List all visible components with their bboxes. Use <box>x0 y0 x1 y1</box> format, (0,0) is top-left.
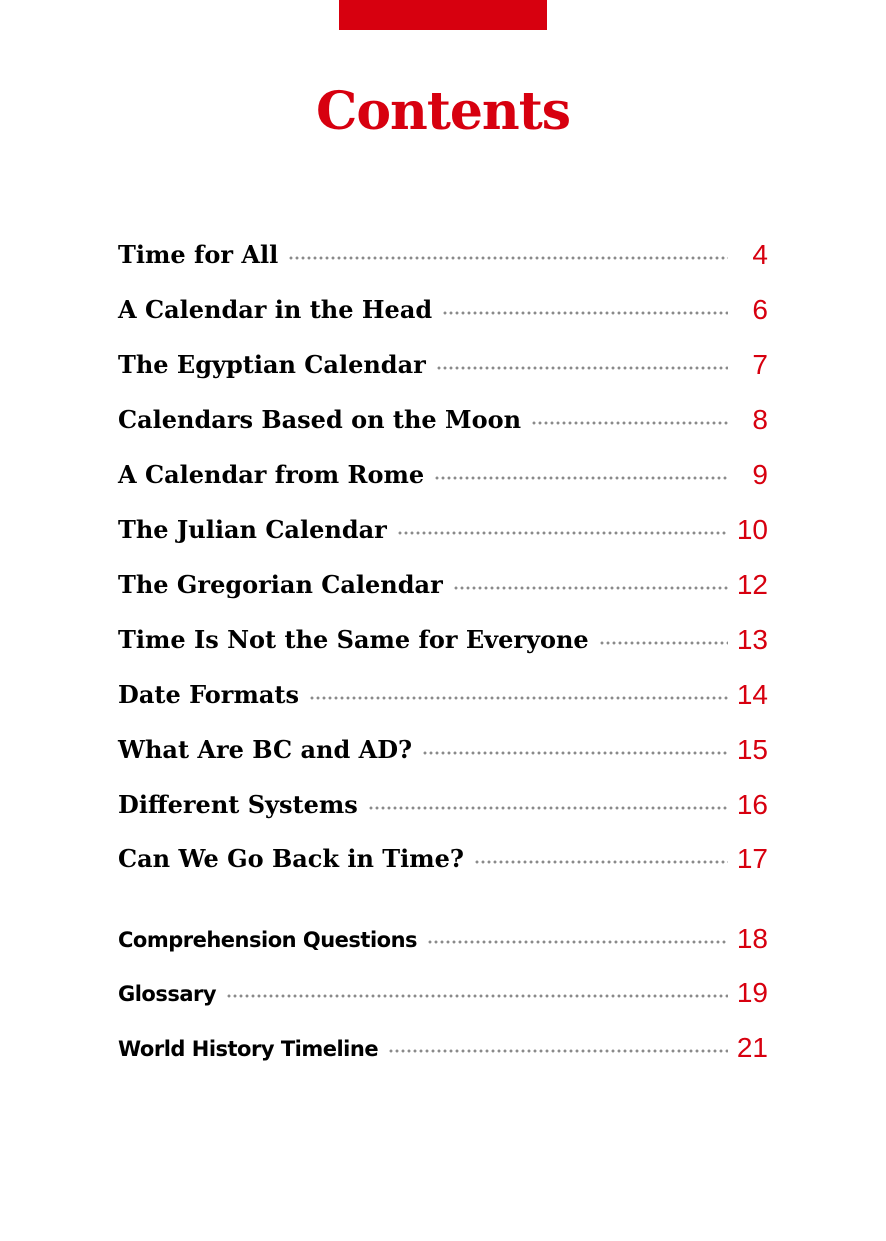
toc-page-number: 19 <box>736 977 768 1008</box>
dot-leader <box>226 994 728 998</box>
toc-entry-title: Calendars Based on the Moon <box>118 405 522 434</box>
toc-entry-calendar-from-rome[interactable] <box>118 450 768 490</box>
table-of-contents <box>118 0 768 1241</box>
dot-leader <box>388 1049 728 1053</box>
toc-entry-title: A Calendar in the Head <box>118 295 433 324</box>
toc-page-number: 17 <box>736 843 768 874</box>
dot-leader <box>422 751 728 755</box>
toc-entry-egyptian-calendar[interactable] <box>118 340 768 380</box>
toc-page-number: 18 <box>736 923 768 954</box>
dot-leader <box>599 641 728 645</box>
toc-entry-title: The Julian Calendar <box>118 515 387 544</box>
toc-entry-date-formats[interactable] <box>118 670 768 710</box>
dot-leader <box>427 940 728 944</box>
toc-page-number: 4 <box>752 239 768 270</box>
dot-leader <box>453 586 728 590</box>
toc-page-number: 16 <box>736 789 768 820</box>
toc-page-number: 9 <box>752 459 768 490</box>
dot-leader <box>368 806 728 810</box>
toc-entry-julian-calendar[interactable] <box>118 505 768 545</box>
toc-page-number: 13 <box>736 624 768 655</box>
toc-entry-title: Date Formats <box>118 680 299 709</box>
toc-entry-world-history-timeline[interactable] <box>118 1023 768 1063</box>
toc-entry-title: A Calendar from Rome <box>118 460 425 489</box>
toc-entry-different-systems[interactable] <box>118 780 768 820</box>
dot-leader <box>436 366 728 370</box>
toc-entry-title: Time for All <box>118 240 279 269</box>
dot-leader <box>442 311 728 315</box>
dot-leader <box>474 860 728 864</box>
toc-entry-time-for-all[interactable] <box>118 230 768 270</box>
toc-page-number: 8 <box>752 404 768 435</box>
toc-page-number: 6 <box>752 294 768 325</box>
toc-page-number: 15 <box>736 734 768 765</box>
toc-entry-title: Glossary <box>118 982 217 1006</box>
page-title: Contents <box>315 81 571 142</box>
toc-page-number: 7 <box>752 349 768 380</box>
toc-entry-title: Can We Go Back in Time? <box>118 844 464 873</box>
toc-page-number: 10 <box>736 514 768 545</box>
toc-entry-gregorian-calendar[interactable] <box>118 560 768 600</box>
toc-page-number: 14 <box>736 679 768 710</box>
dot-leader <box>288 256 728 260</box>
dot-leader <box>397 531 728 535</box>
toc-entry-title: What Are BC and AD? <box>118 735 413 764</box>
toc-entry-back-in-time[interactable] <box>118 834 768 874</box>
toc-entry-bc-and-ad[interactable] <box>118 725 768 765</box>
toc-entry-title: The Gregorian Calendar <box>118 570 443 599</box>
toc-entry-title: The Egyptian Calendar <box>118 350 426 379</box>
dot-leader <box>309 696 728 700</box>
toc-entry-title: Different Systems <box>118 790 358 819</box>
dot-leader <box>434 476 728 480</box>
dot-leader <box>531 421 728 425</box>
toc-entry-time-not-same[interactable] <box>118 615 768 655</box>
toc-entry-title: Comprehension Questions <box>118 928 418 952</box>
toc-entry-comprehension-questions[interactable] <box>118 914 768 954</box>
toc-page-number: 12 <box>736 569 768 600</box>
toc-page-number: 21 <box>736 1032 768 1063</box>
toc-entry-calendar-in-the-head[interactable] <box>118 285 768 325</box>
toc-entry-title: World History Timeline <box>118 1037 379 1061</box>
toc-entry-title: Time Is Not the Same for Everyone <box>118 625 589 654</box>
toc-entry-glossary[interactable] <box>118 968 768 1008</box>
toc-entry-calendars-based-on-moon[interactable] <box>118 395 768 435</box>
